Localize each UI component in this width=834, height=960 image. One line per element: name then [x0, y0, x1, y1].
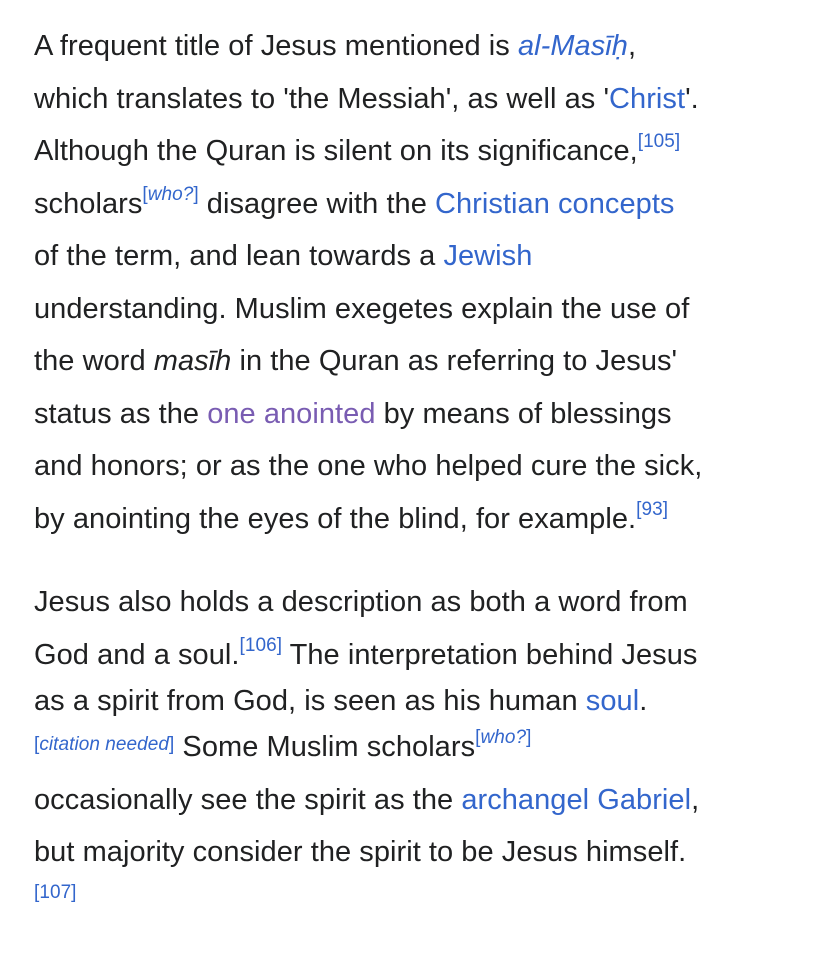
text-line: and honors; or as the one who helped cure the sick, — [34, 450, 703, 482]
link-christ[interactable]: Christ — [609, 82, 686, 115]
citation-needed-tag[interactable]: [citation needed] — [34, 734, 175, 755]
citation-ref-107[interactable]: [107] — [34, 881, 77, 903]
link-jewish[interactable]: Jewish — [443, 240, 533, 272]
text-line: [citation needed] Some Muslim scholars[who?] — [34, 727, 532, 763]
text-line: A frequent title of Jesus mentioned is al-Masīḥ, — [34, 30, 637, 62]
link-archangel-gabriel[interactable]: archangel Gabriel — [461, 783, 692, 816]
text-line: Although the Quran is silent on its significance,[105] — [34, 131, 681, 167]
link-one-anointed[interactable]: one anointed — [207, 397, 376, 430]
text-line: of the term, and lean towards a Jewish — [34, 240, 533, 272]
article-body — [34, 20, 814, 907]
term-masih: masīh — [153, 345, 232, 377]
paragraph-spirit — [34, 576, 814, 907]
link-al-masih[interactable]: al-Masīḥ — [517, 30, 628, 62]
who-tag[interactable]: [who?] — [475, 727, 532, 748]
citation-ref-105[interactable]: [105] — [637, 131, 681, 152]
citation-ref-106[interactable]: [106] — [239, 634, 283, 656]
text-line: by anointing the eyes of the blind, for example.[93] — [34, 498, 669, 535]
text-line: which translates to 'the Messiah', as well as 'Christ'. — [34, 82, 699, 115]
text-line: understanding. Muslim exegetes explain the use of — [34, 292, 690, 325]
link-soul[interactable]: soul — [585, 685, 640, 717]
citation-ref-93[interactable]: [93] — [636, 498, 669, 520]
text-line: as a spirit from God, is seen as his human soul. — [34, 685, 648, 717]
paragraph-messiah — [34, 20, 814, 545]
text-line: scholars[who?] disagree with the Christian concepts — [34, 183, 675, 220]
text-line: Jesus also holds a description as both a word from — [34, 586, 688, 618]
text-line: occasionally see the spirit as the archangel Gabriel, — [34, 783, 700, 816]
link-christian-concepts[interactable]: Christian concepts — [435, 187, 675, 220]
text-line: the word masīh in the Quran as referring to Jesus' — [34, 345, 678, 377]
who-tag[interactable]: [who?] — [142, 183, 199, 205]
text-line: God and a soul.[106] The interpretation behind Jesus — [34, 634, 698, 671]
text-line: but majority consider the spirit to be Jesus himself. — [34, 836, 687, 868]
text-line: status as the one anointed by means of blessings — [34, 397, 672, 430]
